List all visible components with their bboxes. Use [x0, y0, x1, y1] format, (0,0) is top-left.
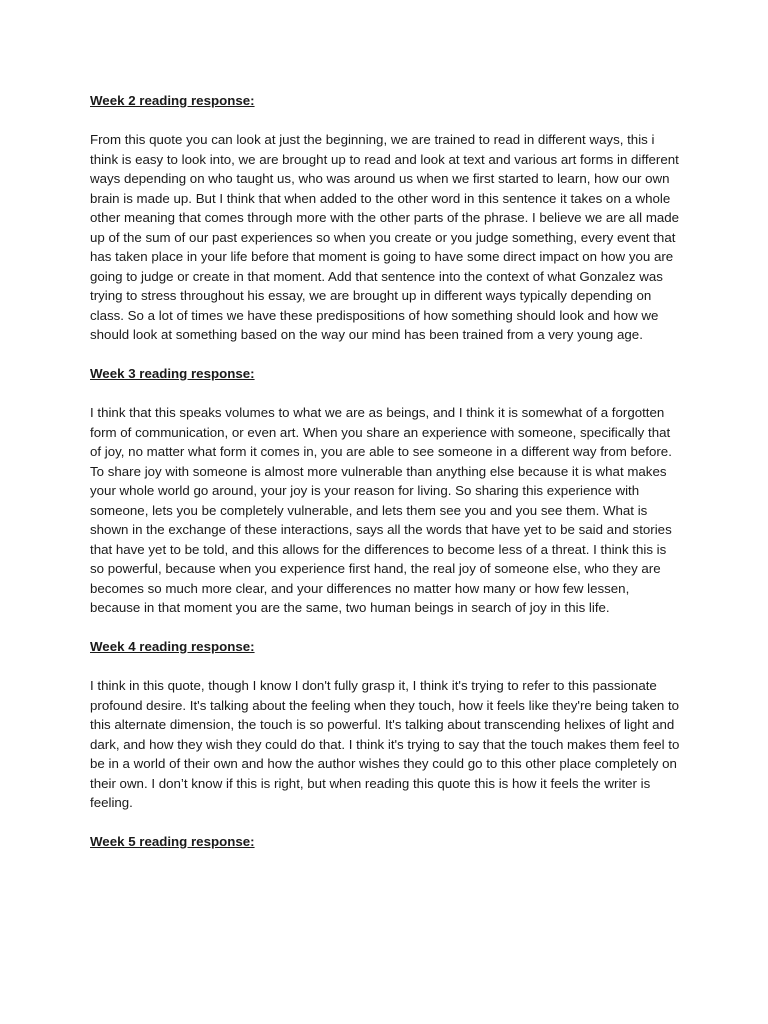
week-2-body: From this quote you can look at just the beginning, we are trained to read in different ways, this i think is easy to look into, we are brought up to read and look at text and various art forms in different ways depending on who taught us, who was around us when we first started to learn, how our own brain is made up. But I think that when added to the other word in this sentence it takes on a whole other meaning that comes through more with the other parts of the phrase. I believe we are all made up of the sum of our past experiences so when you create or you judge something, every event that has taken place in your life before that moment is going to have some direct impact on how you are going to judge or create in that moment. Add that sentence into the context of what Gonzalez was trying to stress throughout his essay, we are brought up in different ways typically depending on class. So a lot of times we have these predispositions of how something should look and how we should look at something based on the way our mind has been trained from a very young age. [90, 132, 680, 342]
week-4-heading: Week 4 reading response: [90, 639, 255, 654]
week-4-body: I think in this quote, though I know I don't fully grasp it, I think it's trying to refer to this passionate profound desire. It's talking about the feeling when they touch, how it feels like they're being taken to this alternate dimension, the touch is so powerful. It's talking about transcending helixes of light and dark, and how they wish they could do that. I think it's trying to say that the touch makes them feel to be in a world of their own and how the author wishes they could go to this other place completely on their own. I don’t know if this is right, but when reading this quote this is how it feels the writer is feeling. [90, 678, 680, 810]
spacer [90, 345, 682, 365]
spacer [90, 618, 682, 638]
spacer [90, 111, 682, 131]
spacer [90, 657, 682, 677]
spacer [90, 384, 682, 404]
document-page [90, 91, 682, 852]
week-2-heading: Week 2 reading response: [90, 93, 255, 108]
week-3-body: I think that this speaks volumes to what we are as beings, and I think it is somewhat of a forgotten form of communication, or even art. When you share an experience with someone, specifically that of joy, no matter what form it comes in, you are able to see someone in a different way from before. To share joy with someone is almost more vulnerable than anything else because it is what makes your whole world go around, your joy is your reason for living. So sharing this experience with someone, lets you be completely vulnerable, and lets them see you and you see them. What is shown in the exchange of these interactions, says all the words that have yet to be said and stories that have yet to be told, and this allows for the differences to become less of a threat. I think this is so powerful, because when you experience first hand, the real joy of someone else, who they are becomes so much more clear, and your differences no matter how many or how few lessen, because in that moment you are the same, two human beings in search of joy in this life. [90, 405, 672, 615]
week-3-heading: Week 3 reading response: [90, 366, 255, 381]
week-5-heading: Week 5 reading response: [90, 834, 255, 849]
spacer [90, 813, 682, 833]
